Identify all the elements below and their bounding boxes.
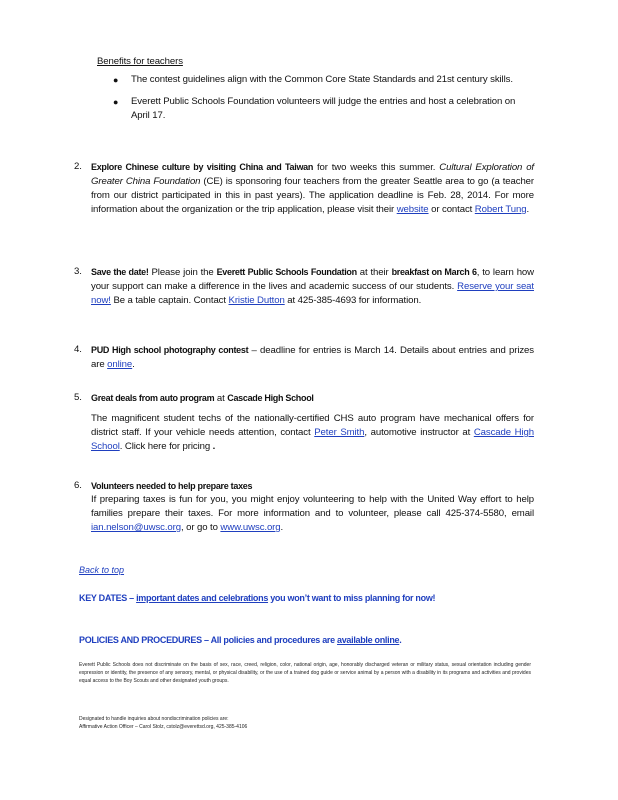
item-text: at	[214, 393, 228, 404]
list-item	[74, 343, 534, 372]
item-number: 4.	[74, 344, 82, 355]
item-text: Please join the	[148, 267, 217, 278]
item-title: Great deals from auto program	[91, 393, 215, 403]
benefits-bullet-list	[113, 73, 533, 131]
item-body	[91, 479, 534, 535]
list-item	[74, 479, 534, 535]
item-text: , or go to	[180, 522, 221, 533]
back-to-top-link[interactable]: Back to top	[79, 565, 125, 575]
item-heading	[91, 391, 534, 406]
item-paragraph	[91, 493, 534, 535]
list-item	[74, 265, 534, 308]
item-number: 6.	[74, 480, 82, 491]
policies-text: – All policies and procedures are	[201, 635, 338, 645]
item-text: , automotive instructor at	[364, 427, 474, 438]
school-name: Cascade High School	[227, 393, 314, 403]
online-link[interactable]: online	[107, 359, 133, 370]
item-body	[91, 160, 534, 217]
officer-line: Affirmative Action Officer – Carol Stolz, cstolz@everettsd.org, 425-385-4106	[79, 724, 248, 730]
bullet-text: Everett Public Schools Foundation volunteers will judge the entries and host a celebration on April 17.	[131, 96, 516, 121]
item-paragraph	[91, 412, 534, 454]
peter-smith-link[interactable]: Peter Smith	[314, 427, 365, 438]
available-online-link[interactable]: available online	[337, 635, 400, 645]
bullet-icon: ●	[113, 97, 119, 107]
item-title: Save the date!	[91, 267, 149, 277]
item-body	[91, 343, 534, 372]
key-dates-text: you won’t want to miss planning for now!	[268, 593, 436, 603]
benefits-heading: Benefits for teachers	[97, 56, 183, 67]
item-text: .	[212, 441, 216, 452]
list-item	[113, 73, 533, 87]
item-text: If preparing taxes is fun for you, you might enjoy volunteering to help with the United Way effort to help families prepare their taxes. For more information and to volunteer, please call 425-374-5580, email	[91, 494, 534, 519]
kristie-dutton-link[interactable]: Kristie Dutton	[228, 295, 285, 306]
bullet-text: The contest guidelines align with the Common Core State Standards and 21st century skills.	[131, 74, 513, 85]
foundation-name: Everett Public Schools Foundation	[216, 267, 357, 277]
email-link[interactable]: ian.nelson@uwsc.org	[91, 522, 181, 533]
bullet-icon: ●	[113, 75, 119, 85]
cascade-high-school-link[interactable]: Cascade High School	[91, 427, 534, 452]
item-text: . Click here for pricing	[119, 441, 213, 452]
designated-contacts	[79, 715, 531, 731]
item-text: at their	[356, 267, 392, 278]
designated-line: Designated to handle inquiries about nondiscrimination policies are:	[79, 716, 229, 722]
item-text: at 425-385-4693 for information.	[284, 295, 422, 306]
item-body	[91, 391, 534, 454]
list-item	[113, 95, 533, 123]
item-text: , to learn how your support can make a difference in the lives and academic success of our students.	[91, 267, 534, 292]
item-text: – deadline for entries is March 14. Details about entries and prizes are	[91, 345, 534, 370]
important-dates-link[interactable]: important dates and celebrations	[136, 593, 269, 603]
nondiscrimination-statement: Everett Public Schools does not discriminate on the basis of sex, race, creed, religion, color, national origin, age, honorably discharged veteran or military status, sexual orientation including gender expression or identity, the presence of any sensory, mental, or physical disability, or the use of a trained dog guide or service animal by a person with a disability in its programs and activities and provides equal access to the Boy Scouts and other designated youth groups.	[79, 662, 531, 684]
item-title: Explore Chinese culture by visiting China and Taiwan	[91, 162, 314, 172]
item-text: for two weeks this summer.	[313, 162, 440, 173]
policies-text: .	[399, 635, 402, 645]
list-item	[74, 391, 534, 454]
separator: –	[126, 593, 137, 603]
item-text: .	[280, 522, 284, 533]
item-text: Be a table captain. Contact	[110, 295, 229, 306]
item-text: (CE) is sponsoring four teachers from the greater Seattle area to go (a teacher from our district participated in this in past years). The application deadline is Feb. 28, 2014. For more information about the organization or the trip application, please visit their	[91, 176, 535, 215]
item-text: .	[526, 204, 530, 215]
event-date: breakfast on March 6	[391, 267, 477, 277]
key-dates-label: KEY DATES	[79, 593, 127, 603]
item-text: or contact	[428, 204, 475, 215]
reserve-seat-link[interactable]: Reserve your seat now!	[91, 281, 534, 306]
key-dates-line	[79, 591, 531, 606]
item-text: The magnificent student techs of the nationally-certified CHS auto program have mechanical offers for district staff. If your vehicle needs attention, contact	[91, 413, 534, 438]
item-title: Volunteers needed to help prepare taxes	[91, 481, 253, 491]
website-link[interactable]: website	[396, 204, 429, 215]
item-body	[91, 265, 534, 308]
item-title: PUD High school photography contest	[91, 345, 249, 355]
item-number: 3.	[74, 266, 82, 277]
policies-label: POLICIES AND PROCEDURES	[79, 635, 202, 645]
robert-tung-link[interactable]: Robert Tung	[474, 204, 527, 215]
foundation-name: Cultural Exploration of Greater China Foundation	[91, 162, 534, 187]
list-item	[74, 160, 534, 217]
uwsc-website-link[interactable]: www.uwsc.org	[220, 522, 281, 533]
policies-line	[79, 633, 531, 648]
item-text: .	[132, 359, 135, 370]
item-number: 5.	[74, 392, 82, 403]
item-number: 2.	[74, 161, 82, 172]
